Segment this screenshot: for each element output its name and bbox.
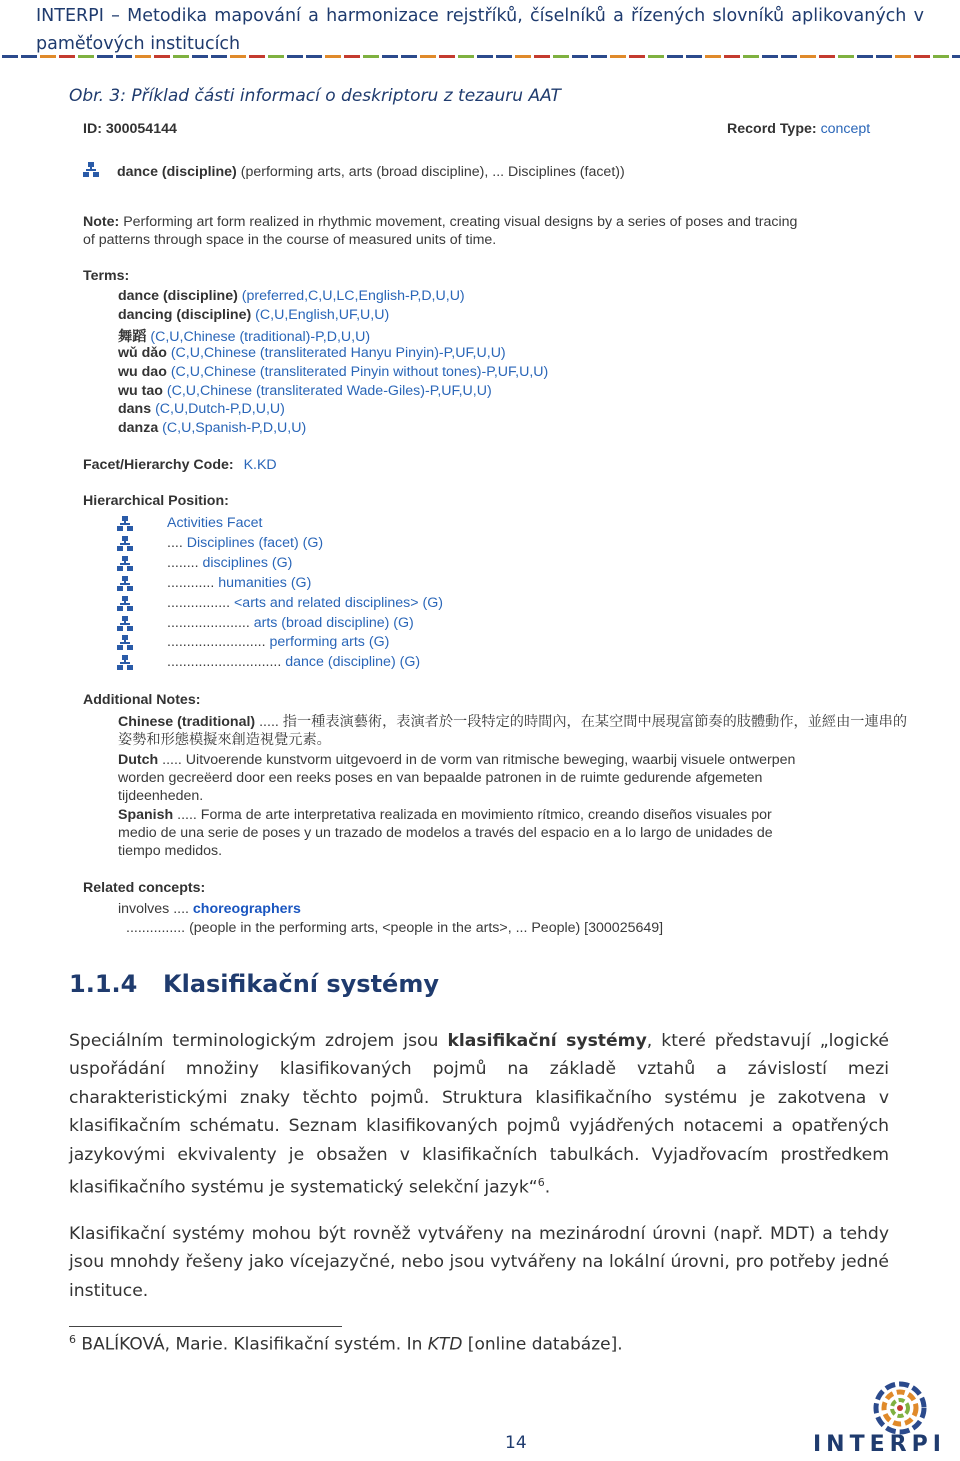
note-text: tiempo medidos. bbox=[118, 843, 223, 860]
hierarchy-indent: ............................. bbox=[167, 654, 286, 671]
hierarchy-indent: ..................... bbox=[167, 614, 254, 631]
divider-dash bbox=[933, 55, 949, 58]
divider-dash bbox=[591, 55, 607, 58]
divider-dash bbox=[116, 55, 132, 58]
section-heading bbox=[69, 970, 439, 998]
term-name: dancing (discipline) bbox=[118, 306, 252, 323]
paragraph-1-rest: , které představují „logické uspořádání množiny klasifikovaných pojmů na základě vztahů a závislostí mezi charakteristickými znaky těchto pojmů. Struktura klasifikačního systému je zakotvena v klasifikačním schématu. Seznam klasifikovaných pojmů vyjádřených notacemi a opatřených jazykovými ekvivalenty je obsažen v klasifikačních tabulkách. Vyjadřovacím prostředkem klasifikačního systému je systematický selekční jazyk“ bbox=[69, 1031, 889, 1198]
term-name: wu tao bbox=[118, 382, 163, 399]
footnote-divider bbox=[69, 1326, 342, 1327]
hierarchy-row bbox=[167, 654, 420, 670]
divider-dash bbox=[610, 55, 626, 58]
facet-label: Facet/Hierarchy Code: bbox=[83, 457, 234, 473]
term-row bbox=[118, 326, 370, 346]
divider-dash bbox=[382, 55, 398, 58]
term-qualifiers[interactable]: (C,U,Chinese (transliterated Wade-Giles)-P,UF,U,U) bbox=[166, 382, 492, 399]
divider-dash bbox=[515, 55, 531, 58]
header-divider bbox=[0, 55, 960, 58]
divider-dash bbox=[287, 55, 303, 58]
note-text: tijdeenheden. bbox=[118, 788, 204, 805]
footnote-number: 6 bbox=[69, 1333, 76, 1346]
note-line bbox=[118, 711, 907, 731]
hierarchy-icon[interactable] bbox=[83, 162, 99, 182]
footnote-source: KTD bbox=[427, 1334, 463, 1355]
divider-dash bbox=[40, 55, 56, 58]
divider-dash bbox=[762, 55, 778, 58]
note-text-1: Performing art form realized in rhythmic movement, creating visual designs by a series of poses and tracing bbox=[119, 214, 798, 230]
term-name: wu dao bbox=[118, 363, 167, 380]
note-line bbox=[118, 770, 762, 786]
term-qualifiers[interactable]: (preferred,C,U,LC,English-P,D,U,U) bbox=[241, 288, 465, 304]
top-term: dance (discipline) bbox=[116, 163, 237, 180]
related-link[interactable]: choreographers bbox=[192, 901, 301, 917]
term-row bbox=[118, 288, 465, 304]
note-line-1 bbox=[83, 214, 797, 230]
divider-dash bbox=[667, 55, 683, 58]
divider-dash bbox=[534, 55, 550, 58]
note-text: 姿勢和形態模擬來創造視覺元素。 bbox=[118, 732, 331, 749]
divider-dash bbox=[724, 55, 740, 58]
term-name: danza bbox=[118, 420, 159, 437]
hierarchy-term[interactable]: arts (broad discipline) bbox=[253, 614, 390, 631]
hierarchy-type: (G) bbox=[267, 554, 293, 571]
note-text: ..... Forma de arte interpretativa realizada en movimiento rítmico, creando diseños visuales por bbox=[173, 807, 772, 823]
section-number: 1.1.4 bbox=[69, 970, 138, 998]
divider-dash bbox=[743, 55, 759, 58]
term-qualifiers[interactable]: (C,U,Chinese (transliterated Pinyin without tones)-P,UF,U,U) bbox=[170, 363, 549, 380]
record-type-value[interactable]: concept bbox=[820, 121, 871, 137]
divider-dash bbox=[325, 55, 341, 58]
divider-dash bbox=[895, 55, 911, 58]
hierarchy-term[interactable]: Activities Facet bbox=[167, 515, 263, 531]
hierarchy-icon[interactable] bbox=[117, 536, 133, 556]
divider-dash bbox=[781, 55, 797, 58]
divider-dash bbox=[458, 55, 474, 58]
divider-dash bbox=[78, 55, 94, 58]
divider-dash bbox=[876, 55, 892, 58]
related-line-1 bbox=[118, 901, 301, 917]
note-language: Spanish bbox=[118, 807, 174, 823]
hierarchy-icon[interactable] bbox=[117, 556, 133, 576]
hierarchy-term[interactable]: Disciplines (facet) bbox=[186, 534, 299, 551]
divider-dash bbox=[572, 55, 588, 58]
term-qualifiers[interactable]: (C,U,Spanish-P,D,U,U) bbox=[162, 420, 307, 437]
logo-text: INTERPI bbox=[813, 1432, 946, 1457]
divider-dash bbox=[21, 55, 37, 58]
divider-dash bbox=[2, 55, 18, 58]
divider-dash bbox=[420, 55, 436, 58]
term-name: dance (discipline) bbox=[118, 288, 238, 304]
section-title: Klasifikační systémy bbox=[163, 970, 439, 998]
divider-dash bbox=[249, 55, 265, 58]
note-text: medio de una serie de poses y un trazado de modelos a través del espacio en a lo largo de unidades de bbox=[118, 825, 773, 842]
divider-dash bbox=[477, 55, 493, 58]
hierarchy-label: Hierarchical Position: bbox=[83, 493, 229, 509]
hierarchy-term[interactable]: humanities bbox=[218, 574, 287, 591]
related-prefix: involves .... bbox=[118, 901, 193, 917]
hierarchy-icon[interactable] bbox=[117, 635, 133, 655]
divider-dash bbox=[819, 55, 835, 58]
footnote-reference[interactable]: 6 bbox=[537, 1176, 545, 1190]
divider-dash bbox=[952, 55, 960, 58]
divider-dash bbox=[97, 55, 113, 58]
term-qualifiers[interactable]: (C,U,English,UF,U,U) bbox=[255, 306, 390, 323]
divider-dash bbox=[705, 55, 721, 58]
hierarchy-type: (G) bbox=[286, 574, 312, 591]
footnote-author: BALÍKOVÁ, Marie. Klasifikační systém. In bbox=[76, 1334, 428, 1355]
note-language: Dutch bbox=[118, 752, 159, 768]
hierarchy-type: (G) bbox=[395, 654, 421, 671]
divider-dash bbox=[173, 55, 189, 58]
divider-dash bbox=[230, 55, 246, 58]
related-label: Related concepts: bbox=[83, 880, 206, 896]
hierarchy-icon[interactable] bbox=[117, 655, 133, 675]
note-line bbox=[118, 788, 203, 804]
term-row bbox=[118, 307, 389, 323]
hierarchy-type: (G) bbox=[298, 534, 324, 551]
note-line-2: of patterns through space in the course of measured units of time. bbox=[83, 232, 497, 248]
hierarchy-row bbox=[167, 615, 414, 631]
note-line bbox=[118, 843, 222, 859]
divider-dash bbox=[211, 55, 227, 58]
hierarchy-type: (G) bbox=[418, 594, 444, 611]
term-row bbox=[118, 420, 306, 436]
note-text: ..... 指一種表演藝術，表演者於一段特定的時間內，在某空間中展現富節奏的肢體動作，並經由一連串的 bbox=[255, 714, 908, 730]
divider-dash bbox=[686, 55, 702, 58]
hierarchy-row bbox=[167, 555, 292, 571]
hierarchy-row bbox=[167, 634, 389, 650]
note-line bbox=[118, 807, 772, 823]
divider-dash bbox=[914, 55, 930, 58]
divider-dash bbox=[857, 55, 873, 58]
figure-caption: Obr. 3: Příklad části informací o deskriptoru z tezauru AAT bbox=[69, 86, 561, 106]
term-row bbox=[118, 364, 548, 380]
hierarchy-indent: .... bbox=[167, 534, 187, 551]
note-line bbox=[118, 729, 331, 749]
hierarchy-icon[interactable] bbox=[117, 576, 133, 596]
footnote-rest: [online databáze]. bbox=[462, 1334, 623, 1355]
divider-dash bbox=[496, 55, 512, 58]
note-language: Chinese (traditional) bbox=[118, 714, 256, 730]
hierarchy-term[interactable]: performing arts bbox=[269, 634, 365, 651]
hierarchy-term[interactable]: <arts and related disciplines> bbox=[234, 594, 419, 611]
page-number: 14 bbox=[505, 1433, 527, 1453]
note-line bbox=[118, 825, 773, 841]
hierarchy-icon[interactable] bbox=[117, 516, 133, 536]
hierarchy-row bbox=[167, 575, 311, 591]
paragraph-1 bbox=[69, 1027, 889, 1202]
term-name: 舞蹈 bbox=[118, 328, 147, 345]
term-name: wǔ dǎo bbox=[118, 344, 167, 361]
divider-dash bbox=[648, 55, 664, 58]
divider-dash bbox=[154, 55, 170, 58]
term-qualifiers[interactable]: (C,U,Dutch-P,D,U,U) bbox=[155, 401, 285, 418]
paragraph-1-bold: klasifikační systémy bbox=[447, 1031, 647, 1051]
hierarchy-row bbox=[167, 595, 443, 611]
hierarchy-indent: ........ bbox=[167, 554, 203, 571]
terms-label: Terms: bbox=[83, 268, 130, 284]
term-qualifiers[interactable]: (C,U,Chinese (transliterated Hanyu Pinyin)-P,UF,U,U) bbox=[170, 344, 506, 361]
divider-dash bbox=[268, 55, 284, 58]
facet-row bbox=[83, 457, 277, 473]
divider-dash bbox=[59, 55, 75, 58]
record-type bbox=[727, 121, 870, 137]
hierarchy-term[interactable]: dance (discipline) bbox=[285, 654, 396, 671]
hierarchy-indent: ......................... bbox=[167, 634, 270, 651]
term-name: dans bbox=[118, 401, 152, 418]
hierarchy-indent: ................ bbox=[167, 594, 235, 611]
hierarchy-row bbox=[167, 535, 323, 551]
related-line-2: ............... (people in the performing arts, <people in the arts>, ... People) [300025649] bbox=[126, 920, 664, 936]
hierarchy-term[interactable]: disciplines bbox=[202, 554, 268, 571]
paragraph-2: Klasifikační systémy mohou být rovněž vytvářeny na mezinárodní úrovni (např. MDT) a tehdy jsou mnohdy řešeny jako vícejazyčné, nebo jsou vytvářeny na lokální úrovni, pro potřeby jedné instituce. bbox=[69, 1224, 889, 1301]
hierarchy-type: (G) bbox=[364, 634, 390, 651]
divider-dash bbox=[553, 55, 569, 58]
footnote bbox=[69, 1333, 623, 1355]
hierarchy-row bbox=[167, 515, 262, 531]
divider-dash bbox=[838, 55, 854, 58]
divider-dash bbox=[192, 55, 208, 58]
top-term-context: (performing arts, arts (broad discipline), ... Disciplines (facet)) bbox=[236, 163, 625, 180]
divider-dash bbox=[629, 55, 645, 58]
top-term-row bbox=[83, 162, 625, 182]
term-qualifiers[interactable]: (C,U,Chinese (traditional)-P,D,U,U) bbox=[150, 328, 371, 345]
divider-dash bbox=[363, 55, 379, 58]
term-row bbox=[118, 401, 285, 417]
hierarchy-icon[interactable] bbox=[117, 596, 133, 616]
paragraph-1-end: . bbox=[544, 1177, 551, 1198]
paragraph-1-start: Speciálním terminologickým zdrojem jsou bbox=[69, 1031, 448, 1051]
additional-notes-label: Additional Notes: bbox=[83, 692, 201, 708]
term-row bbox=[118, 345, 506, 361]
divider-dash bbox=[344, 55, 360, 58]
hierarchy-icon[interactable] bbox=[117, 616, 133, 636]
note-text: ..... Uitvoerende kunstvorm uitgevoerd in de vorm van ritmische beweging, waarbij visuele ontwerpen bbox=[158, 752, 796, 768]
note-line bbox=[118, 752, 795, 768]
record-id: ID: 300054144 bbox=[83, 121, 177, 137]
divider-dash bbox=[306, 55, 322, 58]
divider-dash bbox=[135, 55, 151, 58]
term-row bbox=[118, 383, 492, 399]
divider-dash bbox=[439, 55, 455, 58]
hierarchy-indent: ............ bbox=[167, 574, 219, 591]
note-label: Note: bbox=[83, 214, 120, 230]
hierarchy-type: (G) bbox=[389, 614, 414, 631]
running-header: INTERPI – Metodika mapování a harmonizace rejstříků, číselníků a řízených slovníků aplikovaných v paměťových institucích bbox=[36, 6, 924, 54]
divider-dash bbox=[800, 55, 816, 58]
record-type-label: Record Type: bbox=[727, 121, 817, 137]
facet-value[interactable]: K.KD bbox=[243, 457, 277, 473]
divider-dash bbox=[401, 55, 417, 58]
note-text: worden gecreëerd door een reeks poses en van bepaalde patronen in de ruimte gedurende afgemeten bbox=[118, 770, 763, 787]
